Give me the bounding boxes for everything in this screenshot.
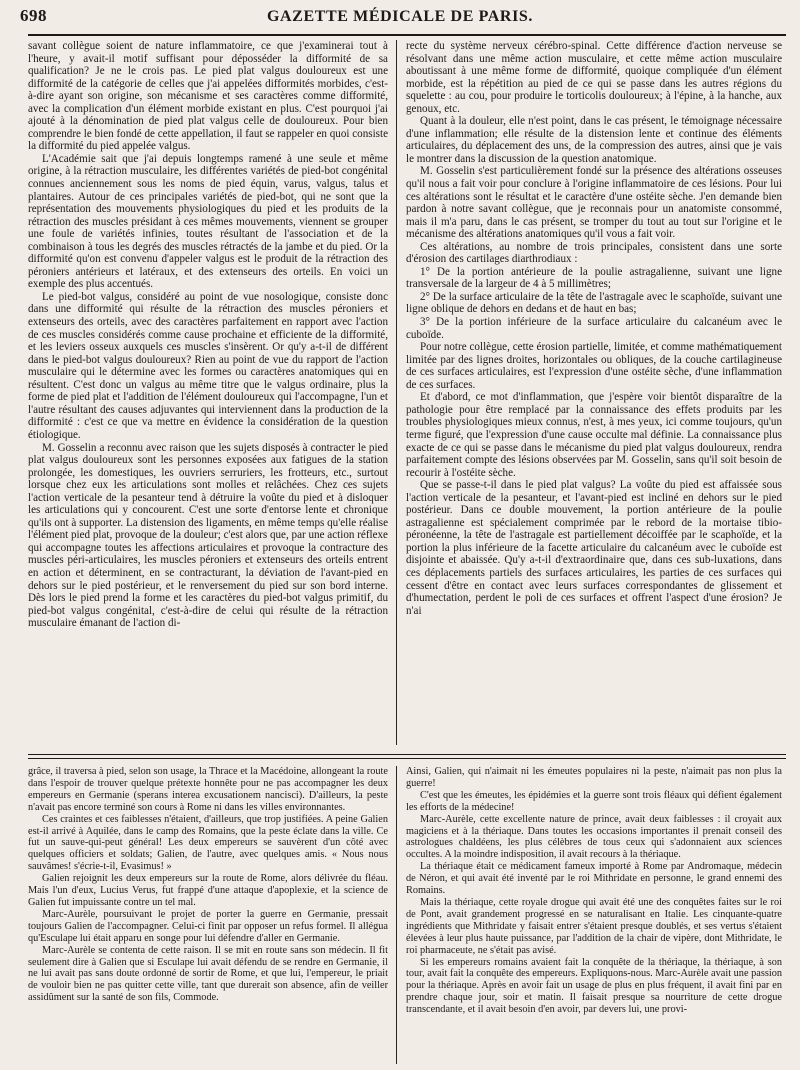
paragraph: Marc-Aurèle se contenta de cette raison. Il se mit en route sans son médecin. Il fit seulement dire à Galien que si Esculape lui avait défendu de se rendre en Germanie, il ne lui avait pas sans doute ordonné de sortir de Rome, et que lui, l'empereur, le priait de vouloir bien ne pas quitter cette ville, tant que durerait son absence, afin de veiller assidûment sur la santé de son fils, Commode. [28,944,388,1004]
paragraph: Ces craintes et ces faiblesses n'étaient, d'ailleurs, que trop justifiées. A peine Galien est-il arrivé à Aquilée, dans le camp des Romains, que la peste éclate dans la ville. Ce fut un sauve-qui-peut général! Les deux empereurs se sauvèrent d'un côté avec quelques officiers et soldats; Galien, de l'autre, avec quelques amis. « Nous nous sauvâmes! s'écrie-t-il, Evasimus! » [28,813,388,873]
paragraph: Marc-Aurèle, poursuivant le projet de porter la guerre en Germanie, pressait toujours Galien de l'accompagner. Celui-ci finit par opposer un refus formel. Il allégua qu'Esculape lui était apparu en songe pour lui défendre d'aller en Germanie. [28,908,388,944]
feuilleton-left-column [28,766,388,1064]
paragraph: Quant à la douleur, elle n'est point, dans le cas présent, le témoignage nécessaire d'une inflammation; elle résulte de la distension lente et continue des éléments articulaires, du déplacement des uns, de la compression des autres, ainsi que je vais le montrer dans la discussion de la question anatomique. [406,115,782,165]
paragraph: Et d'abord, ce mot d'inflammation, que j'espère voir bientôt disparaître de la pathologie pour être remplacé par la connaissance des effets produits par les troubles physiologiques mieux connus, n'est, à mes yeux, ici comme toujours, qu'un terme figuré, que l'expression d'une cause occulte mal définie. La connaissance plus exacte de ce qui se passe dans le mécanisme du pied plat valgus douloureux, rendra parfaitement compte des lésions observées par M. Gosselin, sans qu'il soit besoin de recourir à l'ostéite sèche. [406,391,782,479]
paragraph: M. Gosselin a reconnu avec raison que les sujets disposés à contracter le pied plat valgus douloureux sont les personnes exposées aux fatigues de la station prolongée, les domestiques, les ouvriers serruriers, les frotteurs, etc., surtout lorsque chez eux les articulations sont molles et relâchées. Chez ces sujets l'action verticale de la pesanteur tend à détruire la voûte du pied et à disloquer les articulations qui y concourent. C'est une sorte d'entorse lente et chronique qu'ils ont à supporter. La distension des ligaments, en même temps qu'elle réalise l'élément pied plat, provoque de la douleur; c'est alors que, par une action réflexe qui accompagne toutes les affections articulaires et provoque la contracture des muscles péri-articulaires, les muscles péroniers et extenseurs des orteils entrent en action et déterminent, en se contracturant, la déviation de l'avant-pied en dehors sur le pied postérieur, et le renversement du pied sur son bord interne. Dès lors le pied prend la forme et les caractères du pied-bot valgus primitif, du pied-bot valgus congénital, c'est-à-dire de celui qui résulte de la rétraction musculaire émanant de l'action di- [28,441,388,630]
paragraph: La thériaque était ce médicament fameux importé à Rome par Andromaque, médecin de Néron, et qui avait été inventé par le roi Mithridate en personne, le grand ennemi des Romains. [406,861,782,897]
running-title: GAZETTE MÉDICALE DE PARIS. [266,8,533,25]
paragraph: Galien rejoignit les deux empereurs sur la route de Rome, alors délivrée du fléau. Mais l'un d'eux, Lucius Verus, fut frappé d'une attaque d'apoplexie, et la science de Galien fut impuissante contre un tel mal. [28,873,388,908]
paragraph: recte du système nerveux cérébro-spinal. Cette différence d'action nerveuse se résolvant dans une même action musculaire, et cette même action musculaire aboutissant à une même forme de difformité, quoique compliquée d'un élément morbide, est la répétition au pied de ce qui se passe dans les autres régions du squelette : au cou, pour produire le torticolis douloureux; à l'épine, à la hanche, aux genoux, etc. [406,40,782,115]
main-article-right-column [406,40,782,745]
feuilleton [0,766,800,1064]
paragraph: C'est que les émeutes, les épidémies et la guerre sont trois fléaux qui défient également les efforts de la médecine! [406,789,782,813]
feuilleton-separator [28,754,786,759]
page-number: 698 [20,6,47,25]
paragraph: Marc-Aurèle, cette excellente nature de prince, avait deux faiblesses : il croyait aux magiciens et à la thériaque. Dans toutes les occasions importantes il prenait conseil des astrologues chaldéens, les plus célèbres de tous ceux qui s'adonnaient aux sciences occultes. A la moindre indisposition, il avait recours à la thériaque. [406,813,782,861]
page-header [20,6,780,30]
paragraph: grâce, il traversa à pied, selon son usage, la Thrace et la Macédoine, allongeant la route dans l'espoir de trouver quelque prétexte honnête pour ne pas accompagner les deux empereurs en Germanie (sperans interea excusationem nancisci). D'ailleurs, la peste n'avait pas encore terminé son cours à Rome ni dans les villes environnantes. [28,766,388,813]
list-item: 1° De la portion antérieure de la poulie astragalienne, suivant une ligne transversale de la largeur de 4 à 5 millimètres; [406,265,782,291]
feuilleton-right-column [406,766,782,1064]
list-item: 2° De la surface articulaire de la tête de l'astragale avec le scaphoïde, suivant une ligne oblique de dehors en dedans et de haut en bas; [406,290,782,316]
paragraph: Ainsi, Galien, qui n'aimait ni les émeutes populaires ni la peste, n'aimait pas non plus la guerre! [406,766,782,789]
header-rule [28,34,786,36]
column-divider [396,40,397,745]
paragraph: Que se passe-t-il dans le pied plat valgus? La voûte du pied est affaissée sous l'action verticale de la pesanteur, et l'avant-pied est incliné en dehors sur le pied postérieur. Dans ce double mouvement, la portion antérieure de la poulie astragalienne est spécialement comprimée par le rebord de la mortaise tibio-péronéenne, la tête de l'astragale est partiellement décoiffée par le scaphoïde, et la portion la plus inférieure de la facette articulaire du calcanéum avec le cuboïde est disjointe et abaissée. Qu'y a-t-il d'extraordinaire que, dans ces sub-luxations, dans ces déplacements partiels des surfaces articulaires, les parties de ces surfaces qui cessent d'être en contact avec leurs surfaces correspondantes de glissement et d'humectation, perdent le poli de ces surfaces et offrent l'aspect d'une érosion? Je n'ai [406,479,782,617]
list-item: 3° De la portion inférieure de la surface articulaire du calcanéum avec le cuboïde. [406,316,782,341]
paragraph: savant collègue soient de nature inflammatoire, ce que j'examinerai tout à l'heure, y avait-il motif suffisant pour déposséder la difformité de sa qualification? Je ne le crois pas. Le pied plat valgus douloureux est une difformité de la catégorie de celles que j'ai appelées difformités morbides, c'est-à-dire ayant son origine, son mécanisme et ses caractères comme difformité, avec la complication d'un élément morbide existant en plus. C'est pourquoi j'ai ajouté à la dénomination de pied plat valgus celle de douloureux. Pour bien comprendre le bien fondé de cette appellation, il faut se rappeler en quoi consiste la difformité du pied appelée valgus. [28,40,388,153]
paragraph: Ces altérations, au nombre de trois principales, consistent dans une sorte d'érosion des cartilages diarthrodiaux : [406,240,782,266]
paragraph: L'Académie sait que j'ai depuis longtemps ramené à une seule et même origine, à la rétraction musculaire, les différentes variétés de pied-bot congénital connues anciennement sous les noms de pied équin, varus, valgus, talus et plantaires. Autour de ces principales variétés de pied-bot, qui ne sont que la représentation des mouvements physiologiques du pied et les produits de la rétraction des muscles présidant à ces mêmes mouvements, viennent se grouper une foule de variétés infinies, toutes résultant de l'association et de la combinaison à tous les degrés des muscles rétractés de la jambe et du pied. Or la difformité qu'on est convenu d'appeler valgus est le produit de la rétraction des péroniers antérieurs et latéraux, et des extenseurs des orteils. En voici un exemple des plus accentués. [28,152,388,291]
main-article-left-column [28,40,388,745]
paragraph: Mais la thériaque, cette royale drogue qui avait été une des conquêtes faites sur le roi de Pont, avait grandement progressé en se naturalisant en Italie. Les cinquante-quatre ingrédients que Mithridate y faisait entrer s'étaient presque doublés, et ses vertus s'étaient élevées à leur plus haute puissance, par l'addition de la chair de vipère, dont Mithridate, le roi pharmaceute, ne s'était pas avisé. [406,896,782,956]
paragraph: Si les empereurs romains avaient fait la conquête de la thériaque, la thériaque, à son tour, avait fait la conquête des empereurs. Expliquons-nous. Marc-Aurèle avait une passion pour la thériaque. Après en avoir fait un usage de plus en plus fréquent, il avait fini par en prendre chaque jour, soir et matin. Il faisait presque sa nourriture de cette drogue transcendante, et il avait besoin d'en avoir, par devers lui, une provi- [406,956,782,1016]
paragraph: Le pied-bot valgus, considéré au point de vue nosologique, consiste donc dans une difformité qui résulte de la rétraction des muscles péroniers et extenseurs des orteils, avec des caractères parfaitement en rapport avec l'action de ces muscles considérés comme cause prochaine et efficiente de la difformité, et les leviers osseux auxquels ces muscles s'insèrent. Or qu'y a-t-il de différent dans le pied-bot valgus douloureux? Rien au point de vue du rapport de l'action musculaire qui le détermine avec les formes ou caractères anatomiques qui en résultent. C'est donc un valgus au même titre que le valgus ordinaire, plus la forme de pied plat et l'addition de l'élément douloureux qui l'accompagne, l'un et l'autre résultant des causes adjuvantes qui interviennent dans la production de la difformité : c'est ce que va mettre en évidence la considération de la question étiologique. [28,290,388,441]
main-article [0,40,800,745]
paragraph: Pour notre collègue, cette érosion partielle, limitée, et comme mathématiquement limitée par des lignes droites, horizontales ou obliques, de la couche cartilagineuse de ces surfaces articulaires, est l'expression d'une ostéite sèche, d'une inflammation de ces surfaces. [406,341,782,391]
paragraph: M. Gosselin s'est particulièrement fondé sur la présence des altérations osseuses qu'il nous a fait voir pour conclure à l'origine inflammatoire de ces lésions. Pour lui ces altérations sont le résultat et le caractère d'une ostéite sèche. J'en demande bien pardon à notre savant collègue, que je reconnais pour un anatomiste consommé, mais il m'a paru, dans le cas présent, se tromper du tout au tout sur l'origine et le mécanisme des altérations anatomiques qu'il vous a fait voir. [406,165,782,241]
column-divider [396,766,397,1064]
